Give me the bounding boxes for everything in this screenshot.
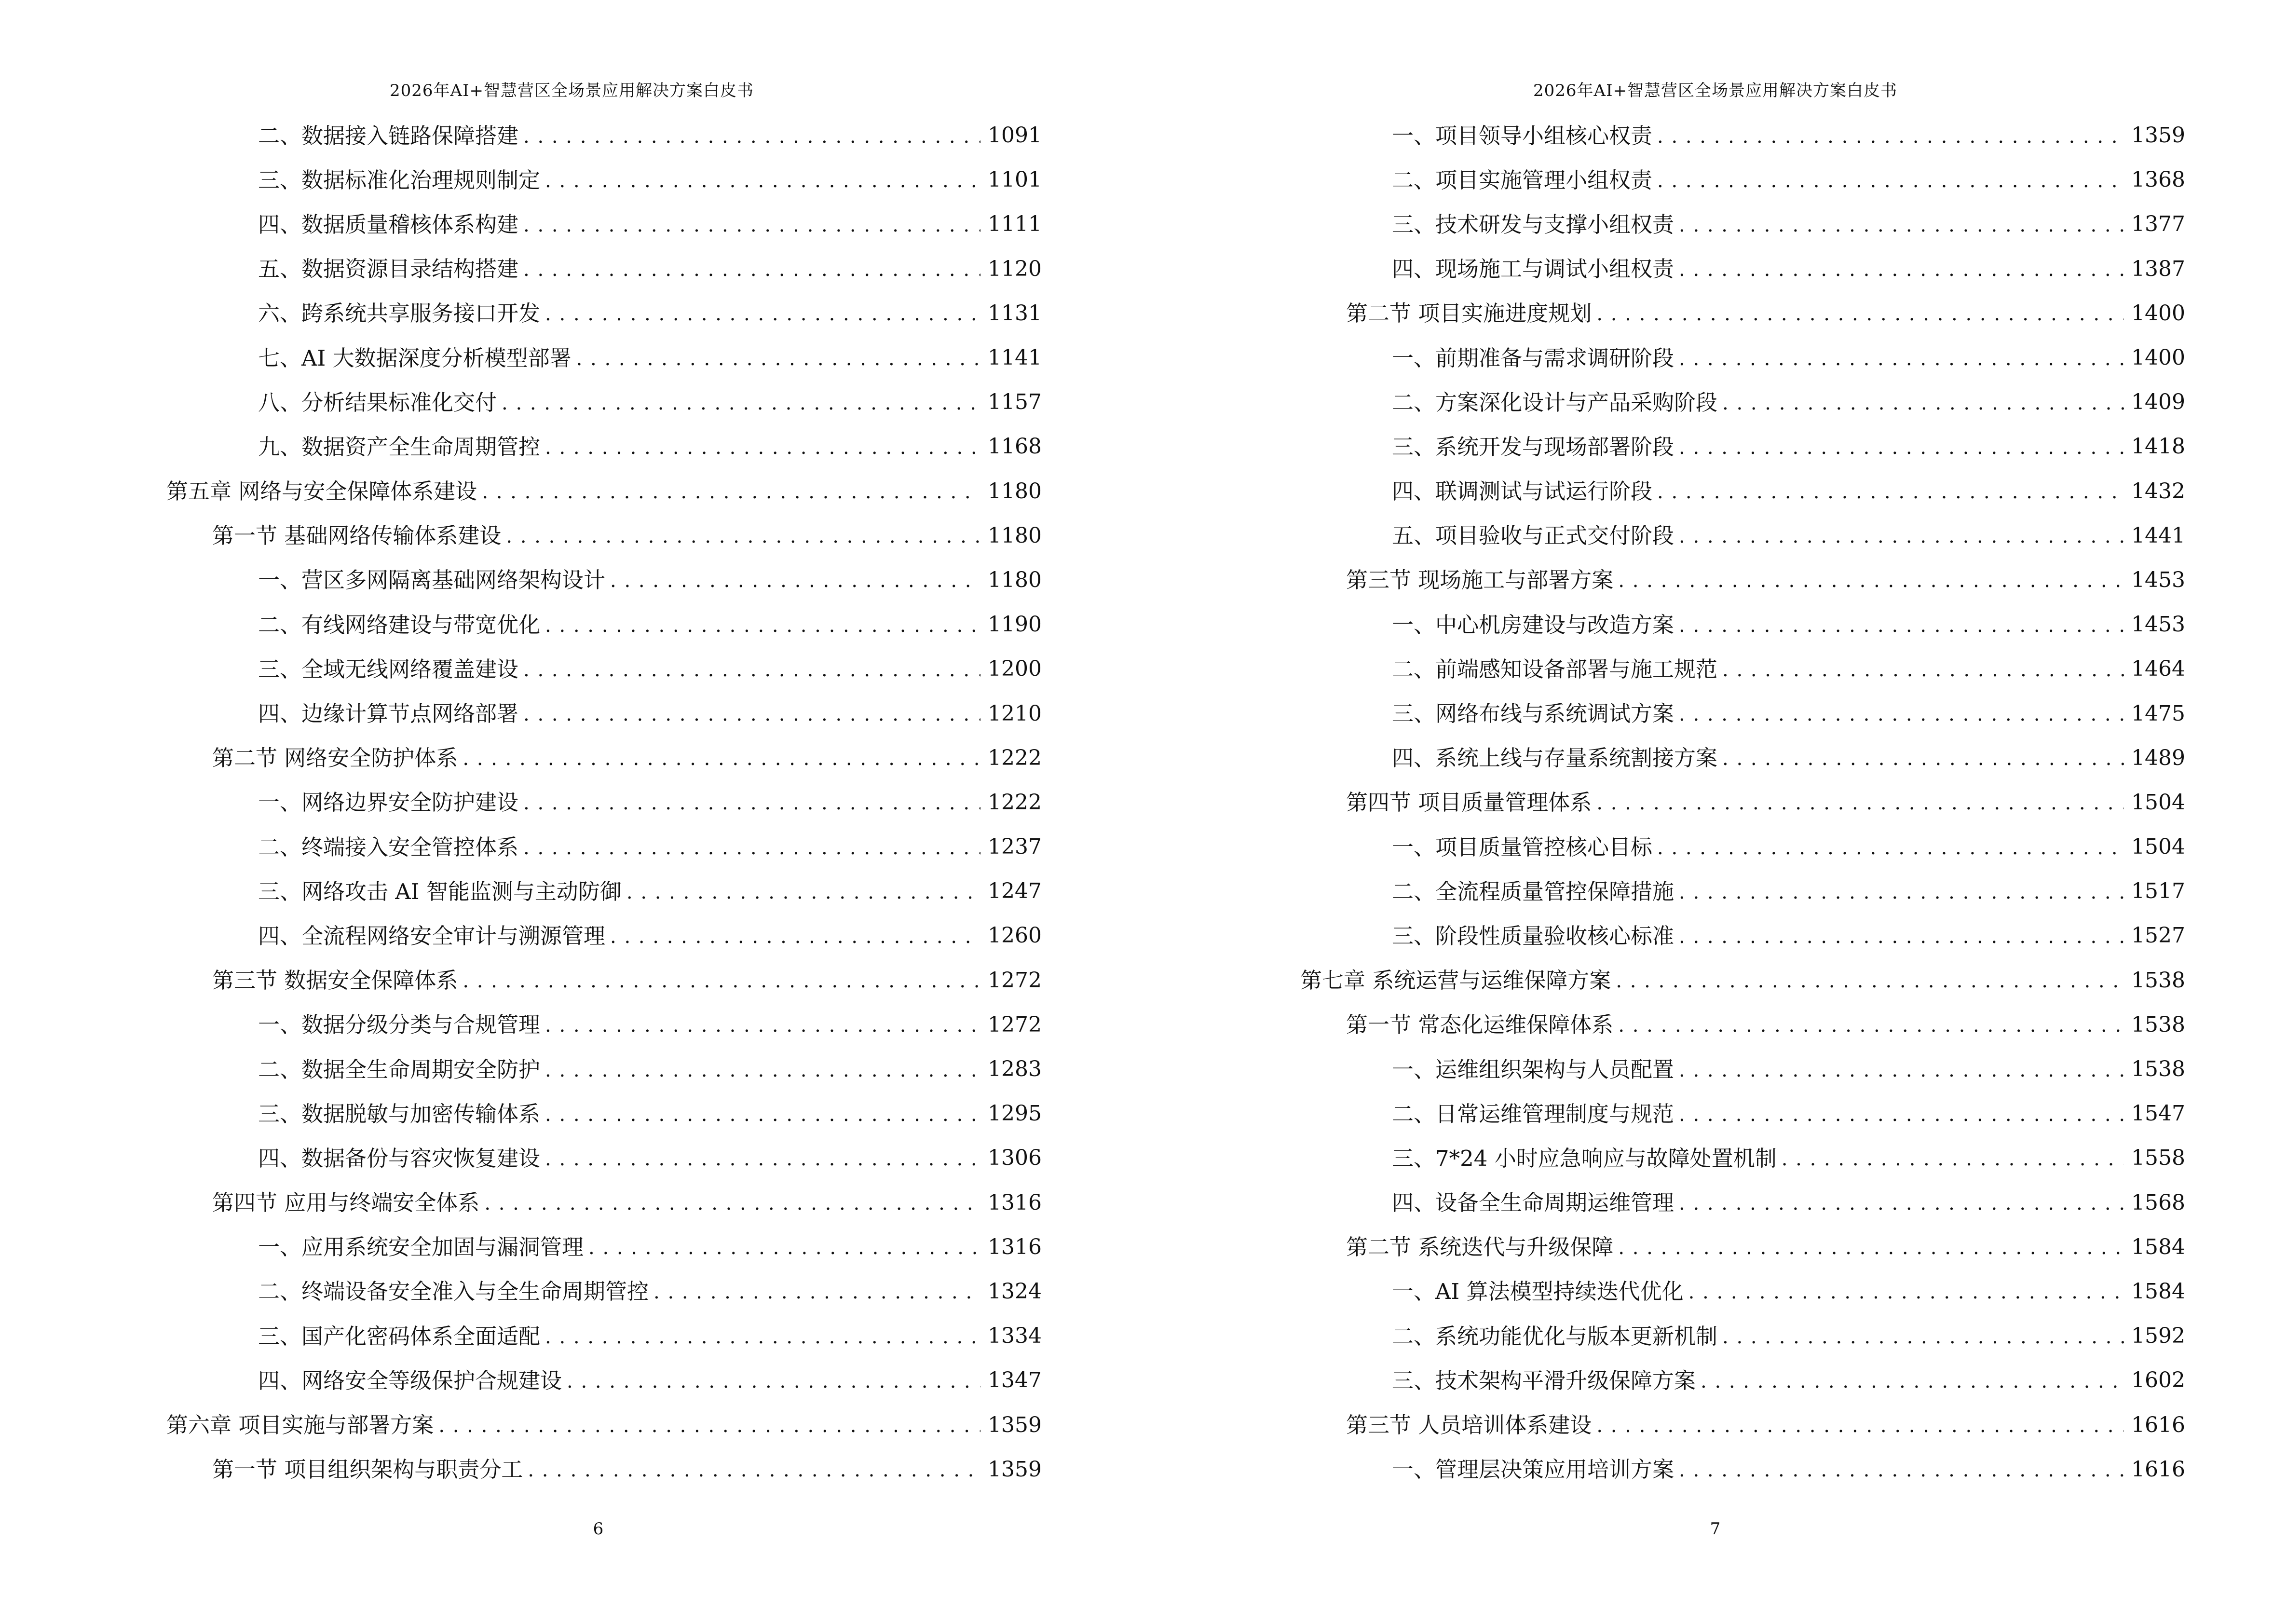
table-of-contents bbox=[1144, 113, 2185, 1492]
toc-entry-page-number: 1464 bbox=[2131, 656, 2185, 682]
toc-entry-item[interactable] bbox=[0, 247, 1042, 291]
toc-entry-title: 六、跨系统共享服务接口开发 bbox=[258, 300, 541, 327]
toc-entry-item[interactable] bbox=[1144, 202, 2185, 246]
dot-leader bbox=[523, 792, 980, 813]
toc-entry-section[interactable] bbox=[1144, 558, 2185, 602]
toc-entry-page-number: 1616 bbox=[2131, 1412, 2185, 1437]
toc-entry-page-number: 1368 bbox=[2131, 167, 2185, 192]
dot-leader bbox=[1722, 1325, 2124, 1347]
table-of-contents bbox=[0, 113, 1042, 1492]
toc-entry-item[interactable] bbox=[1144, 914, 2185, 958]
toc-entry-title: 第一节 项目组织架构与职责分工 bbox=[212, 1457, 523, 1483]
toc-entry-item[interactable] bbox=[1144, 1358, 2185, 1403]
toc-entry-item[interactable] bbox=[0, 158, 1042, 202]
toc-entry-page-number: 1602 bbox=[2131, 1368, 2185, 1393]
dot-leader bbox=[1596, 1414, 2124, 1436]
dot-leader bbox=[463, 969, 980, 991]
toc-entry-item[interactable] bbox=[0, 336, 1042, 380]
toc-entry-item[interactable] bbox=[0, 869, 1042, 914]
toc-entry-item[interactable] bbox=[0, 1225, 1042, 1269]
toc-entry-page-number: 1489 bbox=[2131, 745, 2185, 770]
toc-entry-page-number: 1180 bbox=[988, 478, 1042, 504]
toc-entry-page-number: 1441 bbox=[2131, 523, 2185, 548]
toc-entry-page-number: 1584 bbox=[2131, 1234, 2185, 1259]
toc-entry-section[interactable] bbox=[1144, 1225, 2185, 1269]
toc-entry-title: 二、数据接入链路保障搭建 bbox=[258, 123, 519, 149]
toc-entry-page-number: 1359 bbox=[988, 1412, 1042, 1437]
dot-leader bbox=[1679, 258, 2124, 280]
toc-entry-page-number: 1272 bbox=[988, 968, 1042, 993]
toc-entry-item[interactable] bbox=[1144, 1269, 2185, 1314]
toc-entry-item[interactable] bbox=[0, 780, 1042, 825]
toc-entry-section[interactable] bbox=[1144, 780, 2185, 825]
dot-leader bbox=[1596, 302, 2124, 324]
toc-entry-page-number: 1334 bbox=[988, 1324, 1042, 1349]
dot-leader bbox=[545, 169, 980, 191]
toc-entry-page-number: 1359 bbox=[2131, 123, 2185, 148]
toc-entry-title: 三、全域无线网络覆盖建设 bbox=[258, 656, 519, 682]
toc-entry-item[interactable] bbox=[1144, 825, 2185, 869]
toc-entry-item[interactable] bbox=[0, 424, 1042, 469]
dot-leader bbox=[588, 1236, 980, 1258]
toc-entry-page-number: 1141 bbox=[988, 345, 1042, 370]
toc-entry-title: 三、网络布线与系统调试方案 bbox=[1392, 701, 1674, 727]
dot-leader bbox=[1782, 1147, 2124, 1169]
dot-leader bbox=[1679, 925, 2124, 947]
dot-leader bbox=[545, 1103, 980, 1125]
toc-entry-title: 四、边缘计算节点网络部署 bbox=[258, 701, 519, 727]
toc-entry-page-number: 1222 bbox=[988, 790, 1042, 815]
toc-entry-title: 二、系统功能优化与版本更新机制 bbox=[1392, 1323, 1718, 1349]
toc-entry-item[interactable] bbox=[1144, 1181, 2185, 1225]
toc-entry-page-number: 1558 bbox=[2131, 1146, 2185, 1171]
dot-leader bbox=[1722, 392, 2124, 413]
toc-entry-page-number: 1180 bbox=[988, 523, 1042, 548]
toc-entry-item[interactable] bbox=[0, 602, 1042, 647]
toc-entry-item[interactable] bbox=[1144, 1092, 2185, 1136]
toc-entry-title: 一、AI 算法模型持续迭代优化 bbox=[1392, 1279, 1684, 1305]
dot-leader bbox=[523, 658, 980, 680]
dot-leader bbox=[1722, 747, 2124, 769]
toc-entry-item[interactable] bbox=[1144, 336, 2185, 380]
dot-leader bbox=[523, 125, 980, 147]
toc-entry-item[interactable] bbox=[1144, 1047, 2185, 1092]
toc-entry-item[interactable] bbox=[1144, 158, 2185, 202]
dot-leader bbox=[610, 569, 980, 591]
page-header: 2026年AI+智慧营区全场景应用解决方案白皮书 bbox=[1533, 81, 1897, 100]
toc-entry-item[interactable] bbox=[1144, 247, 2185, 291]
toc-entry-chapter[interactable] bbox=[0, 1403, 1042, 1447]
toc-entry-title: 第三节 数据安全保障体系 bbox=[212, 968, 458, 994]
toc-entry-title: 四、数据质量稽核体系构建 bbox=[258, 211, 519, 237]
toc-entry-title: 五、项目验收与正式交付阶段 bbox=[1392, 523, 1674, 549]
toc-entry-item[interactable] bbox=[0, 1136, 1042, 1180]
dot-leader bbox=[1679, 703, 2124, 724]
toc-entry-title: 三、技术架构平滑升级保障方案 bbox=[1392, 1367, 1696, 1393]
toc-entry-title: 一、应用系统安全加固与漏洞管理 bbox=[258, 1234, 584, 1260]
toc-entry-item[interactable] bbox=[1144, 1136, 2185, 1180]
toc-entry-title: 一、中心机房建设与改造方案 bbox=[1392, 612, 1674, 638]
dot-leader bbox=[1657, 169, 2124, 191]
toc-entry-item[interactable] bbox=[0, 202, 1042, 246]
dot-leader bbox=[523, 703, 980, 724]
toc-entry-title: 第七章 系统运营与运维保障方案 bbox=[1300, 968, 1611, 994]
toc-entry-item[interactable] bbox=[0, 825, 1042, 869]
dot-leader bbox=[528, 1459, 980, 1480]
toc-entry-page-number: 1538 bbox=[2131, 968, 2185, 993]
dot-leader bbox=[545, 1014, 980, 1036]
toc-entry-page-number: 1504 bbox=[2131, 790, 2185, 815]
dot-leader bbox=[1657, 125, 2124, 147]
toc-entry-item[interactable] bbox=[1144, 602, 2185, 647]
toc-entry-page-number: 1157 bbox=[988, 390, 1042, 415]
toc-entry-title: 二、有线网络建设与带宽优化 bbox=[258, 612, 541, 638]
toc-entry-page-number: 1247 bbox=[988, 879, 1042, 904]
dot-leader bbox=[653, 1281, 980, 1302]
toc-entry-page-number: 1306 bbox=[988, 1146, 1042, 1171]
toc-entry-section[interactable] bbox=[0, 1181, 1042, 1225]
toc-entry-page-number: 1222 bbox=[988, 745, 1042, 770]
dot-leader bbox=[1722, 658, 2124, 680]
toc-entry-page-number: 1131 bbox=[988, 300, 1042, 326]
toc-entry-page-number: 1616 bbox=[2131, 1457, 2185, 1482]
toc-entry-item[interactable] bbox=[0, 291, 1042, 336]
toc-entry-section[interactable] bbox=[1144, 291, 2185, 336]
toc-entry-page-number: 1592 bbox=[2131, 1324, 2185, 1349]
dot-leader bbox=[1596, 792, 2124, 813]
toc-entry-page-number: 1120 bbox=[988, 256, 1042, 281]
toc-entry-title: 三、7*24 小时应急响应与故障处置机制 bbox=[1392, 1145, 1777, 1171]
dot-leader bbox=[502, 392, 980, 413]
toc-entry-title: 一、数据分级分类与合规管理 bbox=[258, 1012, 541, 1038]
dot-leader bbox=[1657, 836, 2124, 858]
toc-entry-page-number: 1210 bbox=[988, 701, 1042, 726]
dot-leader bbox=[545, 1059, 980, 1080]
page-header: 2026年AI+智慧营区全场景应用解决方案白皮书 bbox=[390, 81, 754, 100]
toc-entry-title: 三、系统开发与现场部署阶段 bbox=[1392, 434, 1674, 460]
toc-entry-page-number: 1168 bbox=[988, 434, 1042, 459]
dot-leader bbox=[1657, 480, 2124, 502]
toc-entry-title: 二、前端感知设备部署与施工规范 bbox=[1392, 656, 1718, 682]
dot-leader bbox=[1679, 1103, 2124, 1125]
dot-leader bbox=[1616, 969, 2124, 991]
dot-leader bbox=[523, 258, 980, 280]
toc-entry-section[interactable] bbox=[0, 1447, 1042, 1492]
toc-entry-title: 三、数据脱敏与加密传输体系 bbox=[258, 1101, 541, 1127]
toc-entry-item[interactable] bbox=[0, 1047, 1042, 1092]
toc-entry-title: 二、全流程质量管控保障措施 bbox=[1392, 878, 1674, 904]
toc-entry-item[interactable] bbox=[1144, 380, 2185, 424]
toc-entry-item[interactable] bbox=[0, 113, 1042, 158]
toc-entry-title: 二、终端设备安全准入与全生命周期管控 bbox=[258, 1279, 649, 1305]
toc-entry-item[interactable] bbox=[0, 558, 1042, 602]
dot-leader bbox=[1679, 881, 2124, 902]
toc-entry-title: 四、现场施工与调试小组权责 bbox=[1392, 256, 1674, 282]
toc-entry-title: 第三节 现场施工与部署方案 bbox=[1346, 567, 1614, 593]
toc-entry-title: 四、数据备份与容灾恢复建设 bbox=[258, 1145, 541, 1171]
toc-entry-page-number: 1295 bbox=[988, 1101, 1042, 1126]
toc-entry-item[interactable] bbox=[1144, 869, 2185, 914]
dot-leader bbox=[1688, 1281, 2124, 1302]
dot-leader bbox=[1679, 436, 2124, 458]
toc-entry-page-number: 1400 bbox=[2131, 300, 2185, 326]
toc-entry-chapter[interactable] bbox=[0, 469, 1042, 514]
toc-entry-page-number: 1432 bbox=[2131, 478, 2185, 504]
toc-entry-page-number: 1237 bbox=[988, 834, 1042, 860]
toc-entry-page-number: 1517 bbox=[2131, 879, 2185, 904]
dot-leader bbox=[438, 1414, 980, 1436]
toc-entry-title: 九、数据资产全生命周期管控 bbox=[258, 434, 541, 460]
toc-entry-title: 一、运维组织架构与人员配置 bbox=[1392, 1056, 1674, 1082]
toc-entry-item[interactable] bbox=[0, 691, 1042, 736]
toc-entry-section[interactable] bbox=[1144, 1003, 2185, 1047]
toc-entry-item[interactable] bbox=[1144, 1447, 2185, 1492]
dot-leader bbox=[1618, 569, 2124, 591]
toc-entry-page-number: 1547 bbox=[2131, 1101, 2185, 1126]
dot-leader bbox=[1679, 347, 2124, 369]
toc-entry-title: 第四节 项目质量管理体系 bbox=[1346, 790, 1592, 816]
toc-entry-title: 四、全流程网络安全审计与溯源管理 bbox=[258, 923, 606, 949]
dot-leader bbox=[1679, 214, 2124, 235]
toc-entry-title: 七、AI 大数据深度分析模型部署 bbox=[258, 345, 572, 371]
toc-entry-page-number: 1101 bbox=[988, 167, 1042, 192]
toc-entry-page-number: 1111 bbox=[988, 212, 1042, 237]
toc-entry-page-number: 1475 bbox=[2131, 701, 2185, 726]
dot-leader bbox=[626, 881, 980, 902]
toc-entry-title: 三、数据标准化治理规则制定 bbox=[258, 167, 541, 193]
dot-leader bbox=[1679, 1459, 2124, 1480]
toc-entry-item[interactable] bbox=[0, 1269, 1042, 1314]
dot-leader bbox=[545, 1147, 980, 1169]
toc-entry-title: 一、项目领导小组核心权责 bbox=[1392, 123, 1653, 149]
dot-leader bbox=[1701, 1370, 2124, 1392]
toc-entry-title: 一、前期准备与需求调研阶段 bbox=[1392, 345, 1674, 371]
toc-entry-page-number: 1283 bbox=[988, 1057, 1042, 1082]
toc-entry-title: 三、阶段性质量验收核心标准 bbox=[1392, 923, 1674, 949]
toc-entry-page-number: 1324 bbox=[988, 1279, 1042, 1304]
dot-leader bbox=[1679, 525, 2124, 546]
toc-entry-page-number: 1504 bbox=[2131, 834, 2185, 860]
dot-leader bbox=[576, 347, 980, 369]
toc-entry-title: 二、数据全生命周期安全防护 bbox=[258, 1056, 541, 1082]
toc-entry-page-number: 1180 bbox=[988, 567, 1042, 592]
toc-entry-title: 第四节 应用与终端安全体系 bbox=[212, 1190, 480, 1216]
dot-leader bbox=[610, 925, 980, 947]
toc-entry-section[interactable] bbox=[0, 736, 1042, 780]
toc-entry-title: 三、技术研发与支撑小组权责 bbox=[1392, 211, 1674, 237]
toc-entry-title: 四、系统上线与存量系统割接方案 bbox=[1392, 745, 1718, 771]
dot-leader bbox=[1679, 614, 2124, 636]
toc-entry-title: 三、网络攻击 AI 智能监测与主动防御 bbox=[258, 878, 622, 904]
dot-leader bbox=[545, 302, 980, 324]
toc-entry-item[interactable] bbox=[0, 647, 1042, 691]
toc-entry-page-number: 1377 bbox=[2131, 212, 2185, 237]
toc-entry-item[interactable] bbox=[1144, 1314, 2185, 1358]
toc-entry-page-number: 1527 bbox=[2131, 923, 2185, 948]
toc-entry-item[interactable] bbox=[1144, 514, 2185, 558]
dot-leader bbox=[506, 525, 980, 546]
toc-entry-title: 第一节 基础网络传输体系建设 bbox=[212, 523, 502, 549]
toc-entry-item[interactable] bbox=[1144, 469, 2185, 514]
toc-entry-title: 四、联调测试与试运行阶段 bbox=[1392, 478, 1653, 505]
dot-leader bbox=[1679, 1059, 2124, 1080]
toc-entry-title: 二、终端接入安全管控体系 bbox=[258, 834, 519, 860]
right-page bbox=[1144, 0, 2287, 1624]
toc-entry-page-number: 1091 bbox=[988, 123, 1042, 148]
dot-leader bbox=[1679, 1192, 2124, 1214]
toc-entry-page-number: 1272 bbox=[988, 1012, 1042, 1037]
toc-entry-page-number: 1347 bbox=[988, 1368, 1042, 1393]
toc-entry-title: 一、项目质量管控核心目标 bbox=[1392, 834, 1653, 860]
toc-entry-title: 第一节 常态化运维保障体系 bbox=[1346, 1012, 1614, 1038]
toc-entry-page-number: 1409 bbox=[2131, 390, 2185, 415]
dot-leader bbox=[545, 436, 980, 458]
toc-entry-page-number: 1359 bbox=[988, 1457, 1042, 1482]
toc-entry-item[interactable] bbox=[1144, 736, 2185, 780]
toc-entry-title: 二、日常运维管理制度与规范 bbox=[1392, 1101, 1674, 1127]
toc-entry-section[interactable] bbox=[0, 514, 1042, 558]
toc-entry-item[interactable] bbox=[1144, 647, 2185, 691]
toc-entry-title: 第五章 网络与安全保障体系建设 bbox=[166, 478, 477, 505]
toc-entry-page-number: 1538 bbox=[2131, 1057, 2185, 1082]
dot-leader bbox=[523, 214, 980, 235]
toc-entry-section[interactable] bbox=[0, 958, 1042, 1003]
toc-entry-page-number: 1418 bbox=[2131, 434, 2185, 459]
toc-entry-item[interactable] bbox=[1144, 113, 2185, 158]
toc-entry-page-number: 1538 bbox=[2131, 1012, 2185, 1037]
toc-entry-title: 八、分析结果标准化交付 bbox=[258, 389, 497, 415]
toc-entry-item[interactable] bbox=[1144, 691, 2185, 736]
toc-entry-item[interactable] bbox=[0, 914, 1042, 958]
toc-entry-title: 第六章 项目实施与部署方案 bbox=[166, 1412, 434, 1438]
dot-leader bbox=[545, 1325, 980, 1347]
dot-leader bbox=[1618, 1236, 2124, 1258]
toc-entry-title: 三、国产化密码体系全面适配 bbox=[258, 1323, 541, 1349]
page-number: 6 bbox=[593, 1519, 604, 1539]
toc-entry-item[interactable] bbox=[0, 1092, 1042, 1136]
dot-leader bbox=[1618, 1014, 2124, 1036]
toc-entry-item[interactable] bbox=[1144, 424, 2185, 469]
toc-entry-page-number: 1190 bbox=[988, 612, 1042, 637]
dot-leader bbox=[545, 614, 980, 636]
toc-entry-title: 第二节 网络安全防护体系 bbox=[212, 745, 458, 771]
toc-entry-page-number: 1316 bbox=[988, 1190, 1042, 1215]
toc-entry-item[interactable] bbox=[0, 1003, 1042, 1047]
toc-entry-page-number: 1584 bbox=[2131, 1279, 2185, 1304]
dot-leader bbox=[523, 836, 980, 858]
toc-entry-title: 四、网络安全等级保护合规建设 bbox=[258, 1367, 562, 1393]
toc-entry-page-number: 1316 bbox=[988, 1234, 1042, 1259]
toc-entry-page-number: 1453 bbox=[2131, 612, 2185, 637]
toc-entry-title: 第三节 人员培训体系建设 bbox=[1346, 1412, 1592, 1438]
page-number: 7 bbox=[1710, 1519, 1721, 1539]
toc-entry-title: 第二节 项目实施进度规划 bbox=[1346, 300, 1592, 327]
toc-entry-item[interactable] bbox=[0, 1358, 1042, 1403]
toc-entry-page-number: 1453 bbox=[2131, 567, 2185, 592]
toc-entry-page-number: 1568 bbox=[2131, 1190, 2185, 1215]
toc-entry-page-number: 1200 bbox=[988, 656, 1042, 682]
dot-leader bbox=[482, 480, 980, 502]
dot-leader bbox=[463, 747, 980, 769]
toc-entry-page-number: 1387 bbox=[2131, 256, 2185, 281]
toc-entry-title: 四、设备全生命周期运维管理 bbox=[1392, 1190, 1674, 1216]
toc-entry-title: 一、营区多网隔离基础网络架构设计 bbox=[258, 567, 606, 593]
dot-leader bbox=[567, 1370, 980, 1392]
toc-entry-title: 一、管理层决策应用培训方案 bbox=[1392, 1457, 1674, 1483]
toc-entry-chapter[interactable] bbox=[1144, 958, 2185, 1003]
toc-entry-title: 一、网络边界安全防护建设 bbox=[258, 790, 519, 816]
dot-leader bbox=[484, 1192, 980, 1214]
toc-entry-page-number: 1400 bbox=[2131, 345, 2185, 370]
toc-entry-title: 二、方案深化设计与产品采购阶段 bbox=[1392, 389, 1718, 415]
toc-entry-section[interactable] bbox=[1144, 1403, 2185, 1447]
toc-entry-item[interactable] bbox=[0, 380, 1042, 424]
toc-entry-title: 二、项目实施管理小组权责 bbox=[1392, 167, 1653, 193]
toc-entry-title: 第二节 系统迭代与升级保障 bbox=[1346, 1234, 1614, 1260]
toc-entry-item[interactable] bbox=[0, 1314, 1042, 1358]
toc-entry-page-number: 1260 bbox=[988, 923, 1042, 948]
toc-entry-title: 五、数据资源目录结构搭建 bbox=[258, 256, 519, 282]
